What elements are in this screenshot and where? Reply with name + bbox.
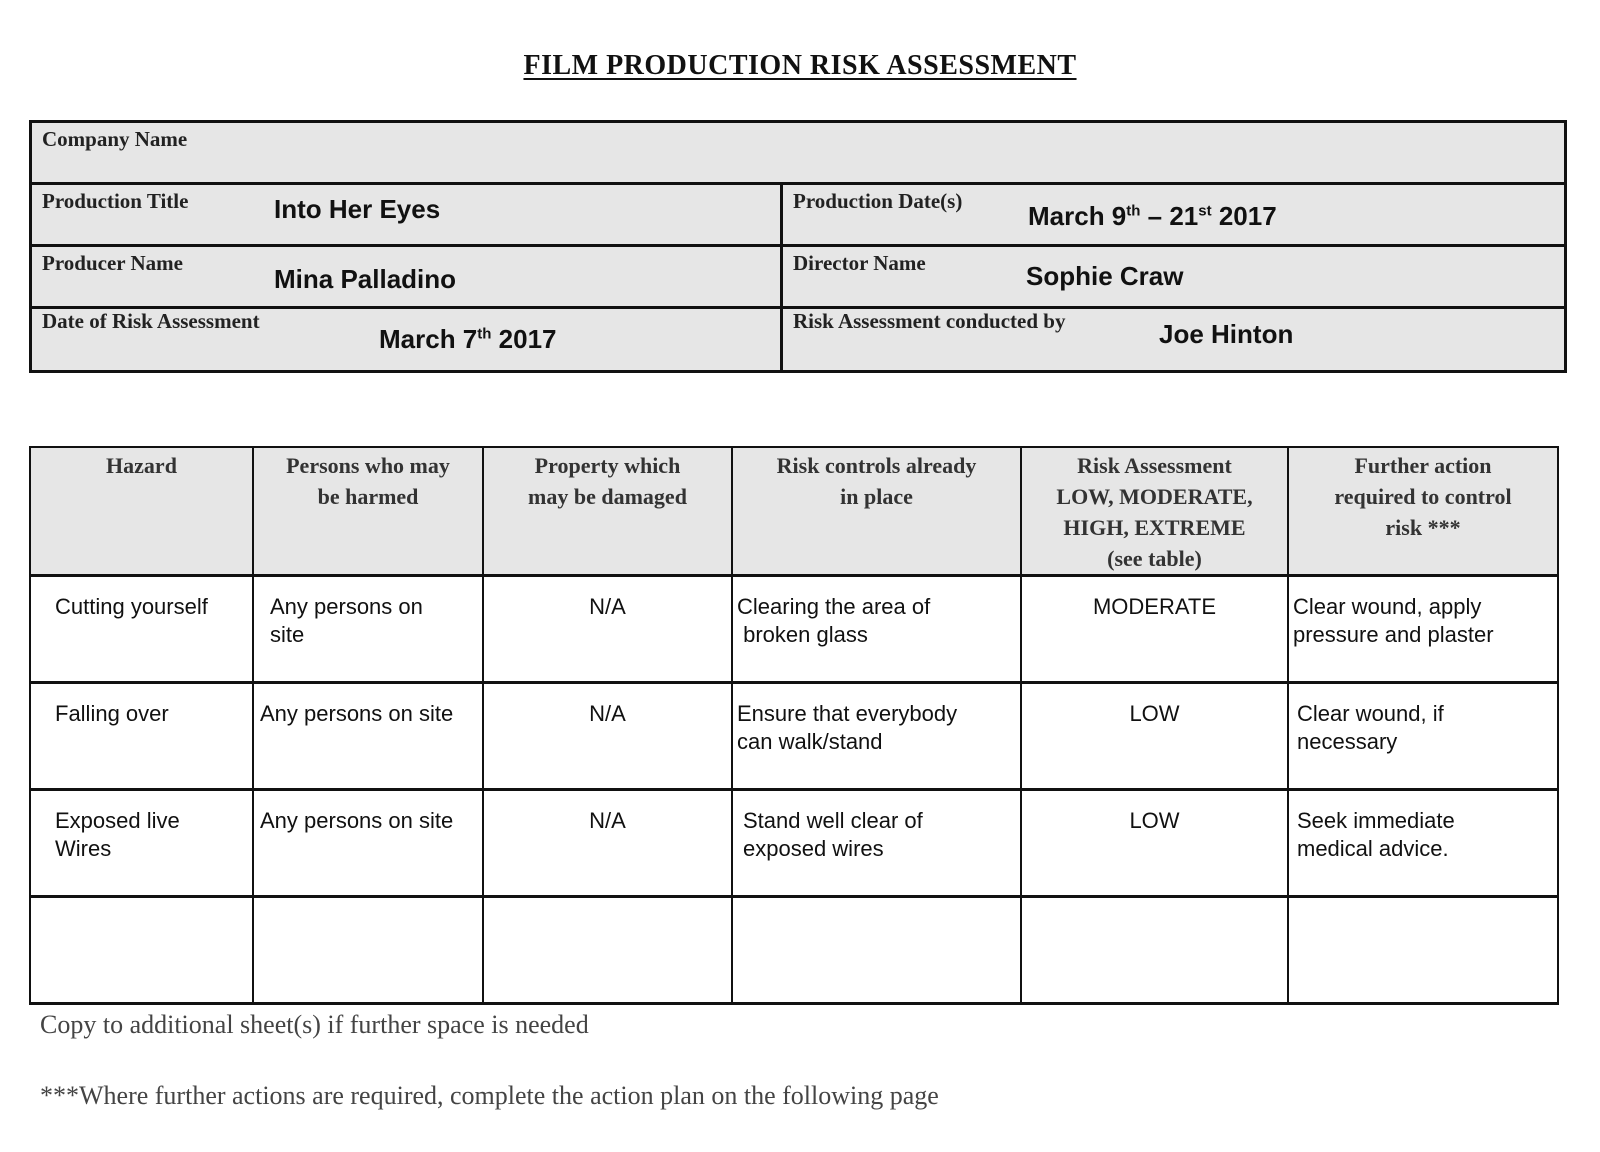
- controls-cell: [732, 897, 1021, 1004]
- cell-text-line: required to control: [1334, 484, 1512, 509]
- copy-sheet-note: Copy to additional sheet(s) if further space is needed: [40, 1010, 589, 1039]
- cell-text-line: N/A: [589, 594, 626, 619]
- cell-text-line: LOW: [1129, 701, 1180, 726]
- info-row-company: [32, 123, 1564, 182]
- cell-text-line: N/A: [589, 808, 626, 833]
- cell-text-line: N/A: [589, 701, 626, 726]
- risk-level-cell: [1021, 683, 1288, 790]
- info-row-production: [32, 182, 1564, 244]
- cell-text-line: Property which: [534, 453, 681, 478]
- property-cell: [483, 576, 732, 683]
- table-header-row: [30, 447, 1558, 576]
- producer-name-label: Producer Name: [42, 251, 183, 275]
- table-row: [30, 790, 1558, 897]
- header-further-action: [1288, 447, 1558, 576]
- action-cell: [1288, 790, 1558, 897]
- cell-text-line: Falling over: [55, 701, 169, 726]
- assessment-date-value: March 7th 2017: [379, 324, 557, 354]
- cell-text-line: (see table): [1107, 546, 1202, 571]
- table-row: [30, 683, 1558, 790]
- producer-name-value: Mina Palladino: [274, 264, 457, 294]
- cell-text-line: exposed wires: [743, 836, 884, 861]
- company-name-label: Company Name: [42, 127, 188, 151]
- property-cell: [483, 683, 732, 790]
- director-name-label: Director Name: [793, 251, 926, 275]
- risk-level-cell: [1021, 790, 1288, 897]
- production-dates-cell: [780, 185, 1564, 244]
- info-row-assessment: [32, 306, 1564, 370]
- action-cell: [1288, 576, 1558, 683]
- cell-text-line: LOW: [1129, 808, 1180, 833]
- header-property-damaged: [483, 447, 732, 576]
- producer-name-cell: [32, 247, 780, 306]
- hazard-cell: [30, 576, 253, 683]
- cell-text-line: Any persons on site: [260, 808, 454, 833]
- cell-text-line: Exposed live: [55, 808, 180, 833]
- header-persons-harmed: [253, 447, 483, 576]
- cell-text-line: Wires: [55, 836, 112, 861]
- cell-text-line: may be damaged: [528, 484, 687, 509]
- controls-cell: [732, 683, 1021, 790]
- cell-text-line: Clear wound, if: [1297, 701, 1444, 726]
- table-row: [30, 576, 1558, 683]
- conducted-by-cell: [780, 309, 1564, 370]
- cell-text-line: Hazard: [106, 453, 177, 478]
- risk-assessment-table: [29, 446, 1559, 1005]
- document-title: FILM PRODUCTION RISK ASSESSMENT: [523, 50, 1077, 81]
- cell-text-line: Cutting yourself: [55, 594, 208, 619]
- risk-level-cell: [1021, 897, 1288, 1004]
- controls-cell: [732, 576, 1021, 683]
- cell-text-line: MODERATE: [1092, 594, 1217, 619]
- table-row: [30, 897, 1558, 1004]
- property-cell: [483, 790, 732, 897]
- cell-text-line: pressure and plaster: [1293, 622, 1494, 647]
- production-dates-value: March 9th – 21st 2017: [1028, 201, 1277, 231]
- conducted-by-label: Risk Assessment conducted by: [793, 309, 1066, 333]
- director-name-value: Sophie Craw: [1026, 261, 1184, 291]
- cell-text-line: be harmed: [317, 484, 419, 509]
- cell-text-line: broken glass: [737, 622, 868, 647]
- property-cell: [483, 897, 732, 1004]
- cell-text-line: Ensure that everybody: [737, 701, 958, 726]
- cell-text-line: medical advice.: [1297, 836, 1449, 861]
- production-info-box: [29, 120, 1567, 373]
- cell-text-line: Further action: [1354, 453, 1492, 478]
- header-risk-controls: [732, 447, 1021, 576]
- action-cell: [1288, 683, 1558, 790]
- persons-cell: [253, 576, 483, 683]
- persons-cell: [253, 683, 483, 790]
- hazard-cell: [30, 790, 253, 897]
- cell-text-line: LOW, MODERATE,: [1056, 484, 1253, 509]
- cell-text-line: Clearing the area of: [737, 594, 931, 619]
- production-title-value: Into Her Eyes: [274, 194, 441, 224]
- cell-text-line: Risk Assessment: [1077, 453, 1232, 478]
- conducted-by-value: Joe Hinton: [1159, 319, 1294, 349]
- cell-text-line: risk ***: [1385, 515, 1461, 540]
- production-title-label: Production Title: [42, 189, 189, 213]
- info-row-names: [32, 244, 1564, 306]
- header-hazard: [30, 447, 253, 576]
- cell-text-line: Any persons on site: [260, 701, 454, 726]
- production-dates-label: Production Date(s): [793, 189, 963, 213]
- cell-text-line: Any persons on: [270, 594, 423, 619]
- action-cell: [1288, 897, 1558, 1004]
- cell-text-line: Persons who may: [286, 453, 450, 478]
- header-risk-assessment: [1021, 447, 1288, 576]
- controls-cell: [732, 790, 1021, 897]
- cell-text-line: necessary: [1297, 729, 1398, 754]
- cell-text-line: in place: [840, 484, 913, 509]
- cell-text-line: HIGH, EXTREME: [1063, 515, 1246, 540]
- cell-text-line: Seek immediate: [1297, 808, 1455, 833]
- cell-text-line: can walk/stand: [737, 729, 883, 754]
- persons-cell: [253, 790, 483, 897]
- hazard-cell: [30, 683, 253, 790]
- cell-text-line: Clear wound, apply: [1293, 594, 1482, 619]
- assessment-date-label: Date of Risk Assessment: [42, 309, 260, 333]
- production-title-cell: [32, 185, 780, 244]
- risk-level-cell: [1021, 576, 1288, 683]
- director-name-cell: [780, 247, 1564, 306]
- company-name-cell: [32, 123, 1564, 182]
- cell-text-line: site: [270, 622, 305, 647]
- cell-text-line: Risk controls already: [776, 453, 977, 478]
- action-plan-note: ***Where further actions are required, complete the action plan on the following page: [40, 1081, 939, 1110]
- assessment-date-cell: [32, 309, 780, 370]
- persons-cell: [253, 897, 483, 1004]
- cell-text-line: Stand well clear of: [743, 808, 923, 833]
- hazard-cell: [30, 897, 253, 1004]
